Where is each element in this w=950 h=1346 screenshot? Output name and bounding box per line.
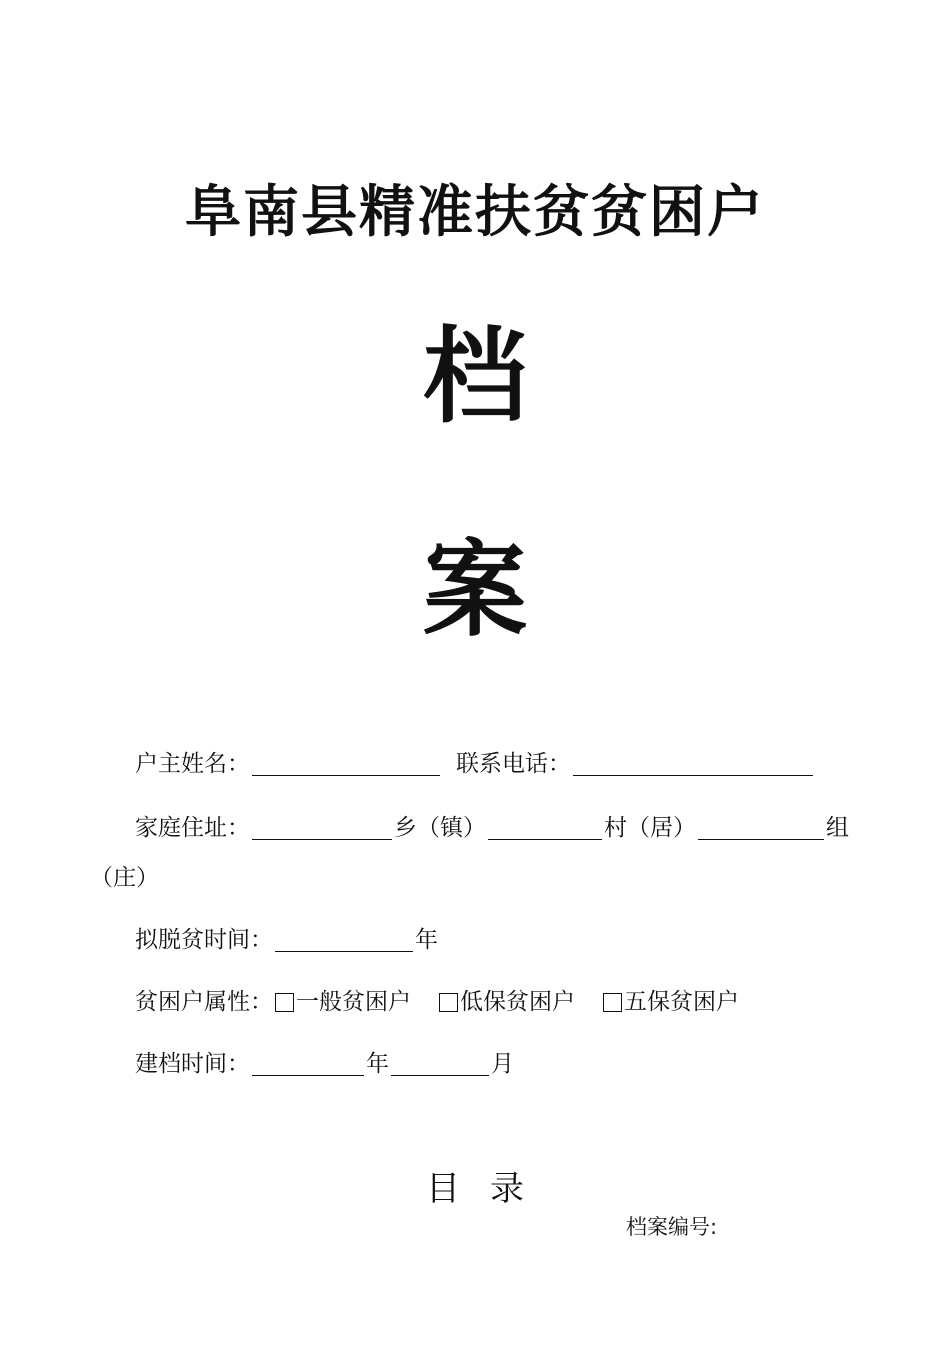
low-income-label: 低保贫困户 [460, 989, 575, 1015]
attribute-label: 贫困户属性： [135, 989, 273, 1015]
village-label: 村（居） [604, 815, 696, 841]
file-time-label: 建档时间： [135, 1051, 250, 1077]
exit-time-label: 拟脱贫时间： [135, 927, 273, 953]
file-year-label: 年 [366, 1051, 389, 1077]
group-blank[interactable] [698, 815, 824, 840]
toc-title: 目录 [426, 1169, 554, 1209]
file-month-blank[interactable] [391, 1051, 489, 1076]
big-char-an: 案 [422, 528, 527, 651]
householder-name-blank[interactable] [252, 751, 440, 776]
group-label: 组 [826, 815, 849, 841]
general-poor-checkbox[interactable] [275, 993, 294, 1012]
five-guarantee-label: 五保贫困户 [624, 989, 739, 1015]
zhuang-label: （庄） [90, 865, 159, 891]
file-year-blank[interactable] [252, 1051, 364, 1076]
phone-label: 联系电话： [456, 751, 571, 777]
big-char-dang: 档 [422, 314, 527, 437]
low-income-checkbox[interactable] [439, 993, 458, 1012]
attribute-row [135, 986, 739, 1018]
file-time-row [135, 1048, 514, 1080]
exit-time-row [135, 924, 438, 956]
householder-name-label: 户主姓名： [135, 751, 250, 777]
township-blank[interactable] [252, 815, 392, 840]
village-blank[interactable] [488, 815, 602, 840]
householder-row [135, 748, 815, 780]
exit-year-blank[interactable] [275, 927, 413, 952]
phone-blank[interactable] [573, 751, 813, 776]
file-month-label: 月 [491, 1051, 514, 1077]
five-guarantee-checkbox[interactable] [603, 993, 622, 1012]
address-label: 家庭住址： [135, 815, 250, 841]
document-title: 阜南县精准扶贫贫困户 [185, 179, 765, 245]
exit-year-label: 年 [415, 927, 438, 953]
address-row [135, 812, 849, 844]
general-poor-label: 一般贫困户 [296, 989, 411, 1015]
archive-number-label: 档案编号: [626, 1215, 718, 1239]
township-label: 乡（镇） [394, 815, 486, 841]
